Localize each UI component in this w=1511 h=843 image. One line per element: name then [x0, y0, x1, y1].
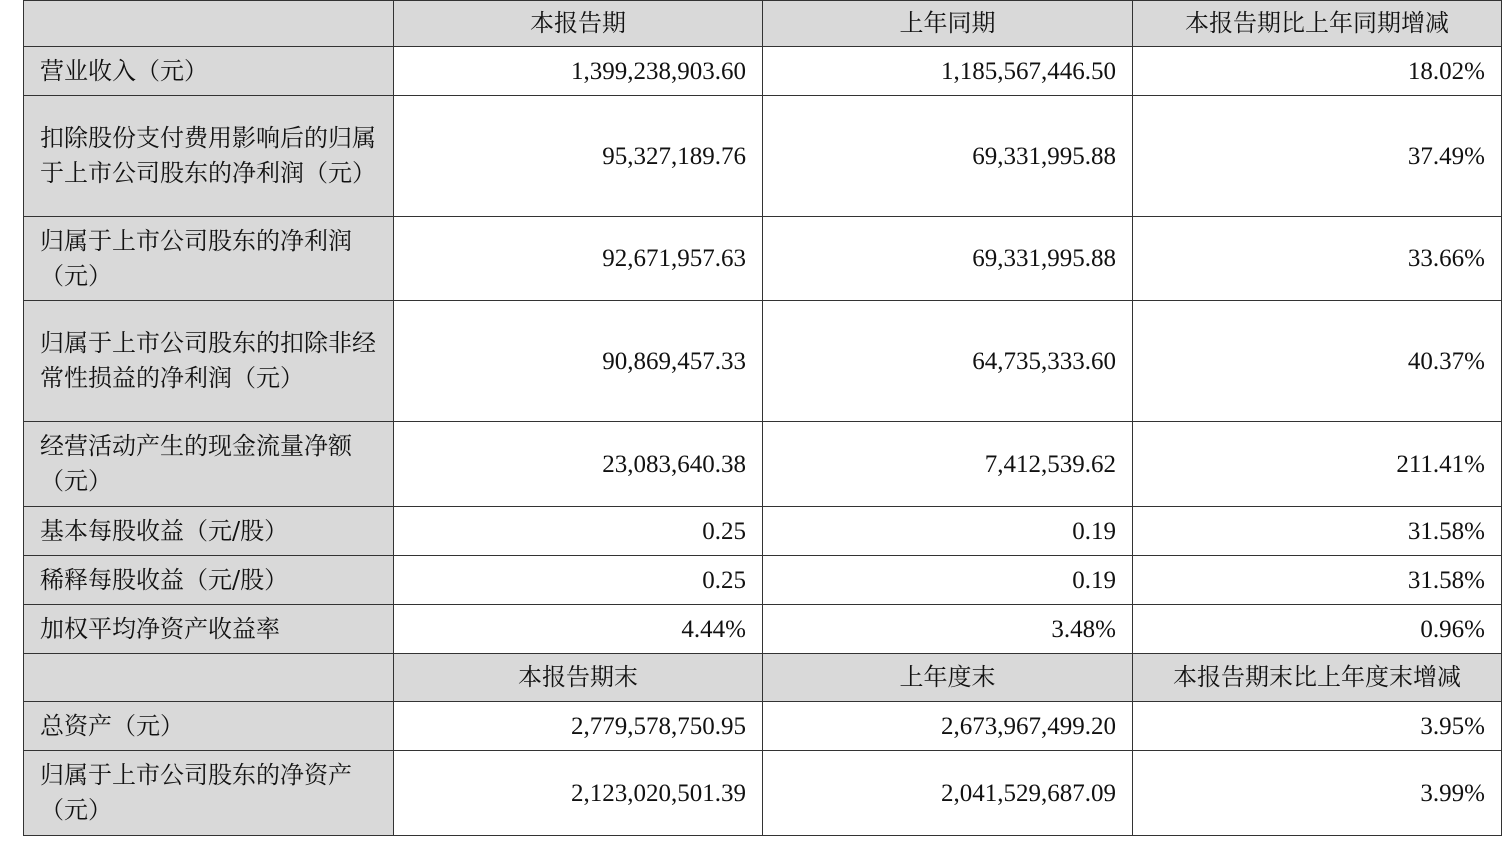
- row-label: 经营活动产生的现金流量净额（元）: [24, 422, 394, 507]
- current-value: 2,123,020,501.39: [394, 751, 763, 836]
- table-row: [24, 556, 1502, 605]
- prior-value: 7,412,539.62: [763, 422, 1133, 507]
- table-row: [24, 217, 1502, 301]
- change-value: 40.37%: [1133, 301, 1502, 422]
- prior-value: 2,673,967,499.20: [763, 702, 1133, 751]
- table-row: [24, 301, 1502, 422]
- table-row: [24, 96, 1502, 217]
- current-value: 95,327,189.76: [394, 96, 763, 217]
- prior-value: 2,041,529,687.09: [763, 751, 1133, 836]
- prior-value: 69,331,995.88: [763, 217, 1133, 301]
- row-label: 归属于上市公司股东的扣除非经常性损益的净利润（元）: [24, 301, 394, 422]
- row-label: 基本每股收益（元/股）: [24, 507, 394, 556]
- current-value: 2,779,578,750.95: [394, 702, 763, 751]
- row-label: 稀释每股收益（元/股）: [24, 556, 394, 605]
- row-label: 扣除股份支付费用影响后的归属于上市公司股东的净利润（元）: [24, 96, 394, 217]
- header-period-end-change: 本报告期末比上年度末增减: [1133, 654, 1502, 702]
- prior-value: 0.19: [763, 507, 1133, 556]
- prior-value: 64,735,333.60: [763, 301, 1133, 422]
- header-prior-period: 上年同期: [763, 1, 1133, 47]
- change-value: 31.58%: [1133, 556, 1502, 605]
- header-row-period-end: [24, 654, 1502, 702]
- change-value: 33.66%: [1133, 217, 1502, 301]
- change-value: 211.41%: [1133, 422, 1502, 507]
- financial-summary-table: [23, 0, 1502, 836]
- table-row: [24, 605, 1502, 654]
- row-label: 营业收入（元）: [24, 47, 394, 96]
- current-value: 90,869,457.33: [394, 301, 763, 422]
- table-row: [24, 47, 1502, 96]
- header-period-change: 本报告期比上年同期增减: [1133, 1, 1502, 47]
- prior-value: 3.48%: [763, 605, 1133, 654]
- header-row-period: [24, 1, 1502, 47]
- current-value: 0.25: [394, 556, 763, 605]
- header-current-period-end: 本报告期末: [394, 654, 763, 702]
- table-row: [24, 422, 1502, 507]
- current-value: 4.44%: [394, 605, 763, 654]
- current-value: 0.25: [394, 507, 763, 556]
- header-prior-year-end: 上年度末: [763, 654, 1133, 702]
- table-row: [24, 702, 1502, 751]
- prior-value: 0.19: [763, 556, 1133, 605]
- header-corner-cell: [24, 654, 394, 702]
- change-value: 37.49%: [1133, 96, 1502, 217]
- row-label: 归属于上市公司股东的净利润（元）: [24, 217, 394, 301]
- row-label: 总资产（元）: [24, 702, 394, 751]
- prior-value: 1,185,567,446.50: [763, 47, 1133, 96]
- header-current-period: 本报告期: [394, 1, 763, 47]
- row-label: 加权平均净资产收益率: [24, 605, 394, 654]
- header-corner-cell: [24, 1, 394, 47]
- prior-value: 69,331,995.88: [763, 96, 1133, 217]
- change-value: 3.95%: [1133, 702, 1502, 751]
- change-value: 31.58%: [1133, 507, 1502, 556]
- change-value: 3.99%: [1133, 751, 1502, 836]
- current-value: 23,083,640.38: [394, 422, 763, 507]
- change-value: 18.02%: [1133, 47, 1502, 96]
- change-value: 0.96%: [1133, 605, 1502, 654]
- current-value: 1,399,238,903.60: [394, 47, 763, 96]
- current-value: 92,671,957.63: [394, 217, 763, 301]
- row-label: 归属于上市公司股东的净资产（元）: [24, 751, 394, 836]
- table-row: [24, 751, 1502, 836]
- table-row: [24, 507, 1502, 556]
